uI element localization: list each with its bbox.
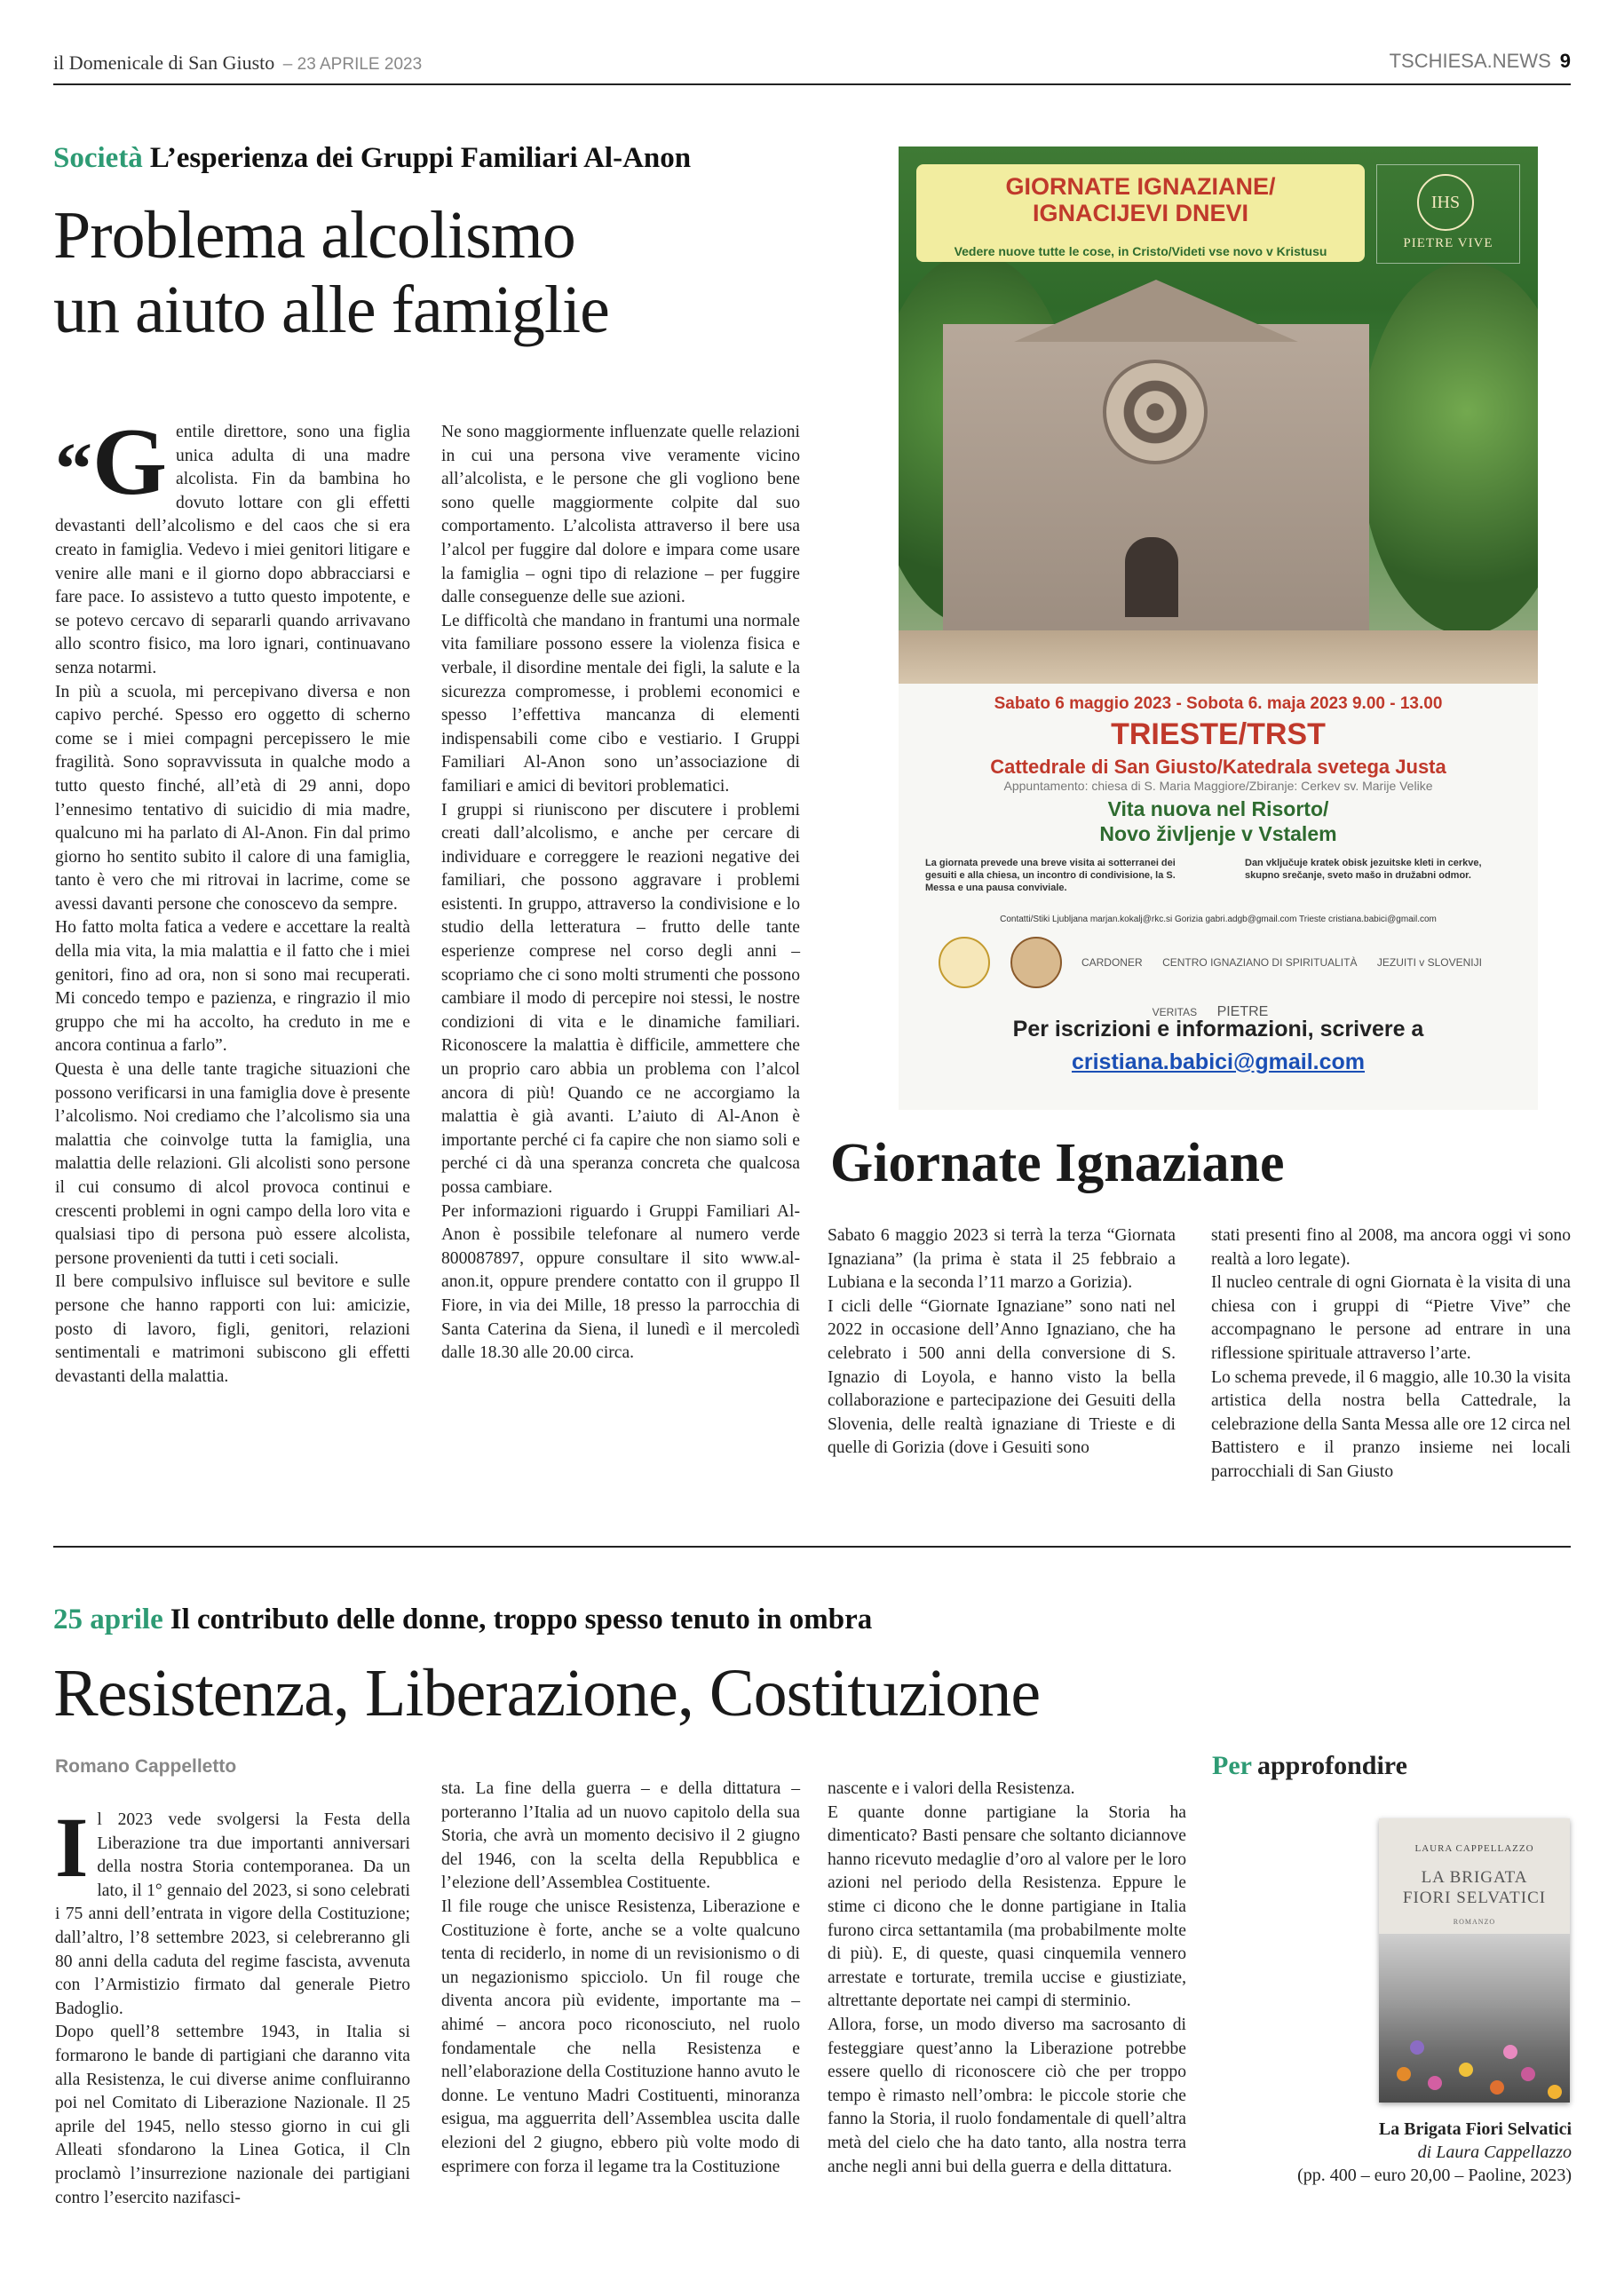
paragraph: In più a scuola, mi percepivano diversa e non capivo perché. Spesso ero oggetto di scherno come se i miei compagni percepissero le mie fragilità. Sono sopravvissuta in qualche modo a tutto questo finché, all’età di 29 anni, dopo l’ennesimo tentativo di suicidio di mia madre, qualcuno mi ha parlato di Al-Anon. Fin dal primo giorno ho sentito subito il calore di una famiglia, tanto è vero che mi ritrovai in lacrime, come se avessi davanti persone che conoscevo da sempre.: [55, 682, 410, 914]
flower-icon: [1521, 2067, 1535, 2081]
book-caption: [1243, 2118, 1572, 2187]
caption-author: di Laura Cappellazzo: [1417, 2142, 1572, 2162]
poster-contacts: Contatti/Stiki Ljubljana marjan.kokalj@rkc.si Gorizia gabri.adgb@gmail.com Trieste cristiana.babici@gmail.com: [1000, 915, 1437, 924]
event-theme-2: Novo življenje v Vstalem: [1099, 822, 1337, 845]
banner-title-2: IGNACIJEVI DNEVI: [1032, 200, 1249, 226]
author-byline: Romano Cappelletto: [55, 1756, 237, 1777]
caption-details: (pp. 400 – euro 20,00 – Paoline, 2023): [1297, 2166, 1572, 2185]
headline-line-2: un aiuto alle famiglie: [53, 273, 609, 347]
logo-jezuiti: JEZUITI v SLOVENIJI: [1376, 956, 1482, 969]
article3-column-2: [441, 1778, 800, 2179]
paragraph: I gruppi si riuniscono per discutere i problemi creati dall’alcolismo, e anche per cercare di individuare e correggere le reazioni negative dei familiari, che possono aggravare i problemi esistenti. In gruppo, attraverso la condivisione e lo studio della letteratura – frutto delle tante esperienze comprese nel corso degli anni – scopriamo che ci sono molti strumenti che possono cambiare il modo di percepire noi stessi, le nostre condizioni di vita e le dinamiche familiari. Riconoscere la malattia è difficile, ammettere che un proprio caro abbia un problema con l’alcol ancora di più! Quando ce ne accorgiamo la malattia è già avanti. L’aiuto di Al-Anon è importante perché ci fa capire che non siamo soli e perché ci dà una speranza concreta che qualcosa possa cambiare.: [441, 800, 800, 1197]
sidebar-kicker: approfondire: [1256, 1751, 1407, 1780]
event-venue: Cattedrale di San Giusto/Katedrala svetega Justa: [990, 756, 1446, 778]
drop-cap: I: [55, 1800, 89, 1895]
sidebar-heading: [1212, 1751, 1407, 1781]
ground: [899, 630, 1538, 684]
seal-logo-icon: [939, 937, 990, 988]
flower-icon: [1397, 2067, 1411, 2081]
sponsor-logos: [916, 937, 1520, 1019]
flower-icon: [1459, 2063, 1473, 2077]
logo-cardoner: CARDONER: [1081, 956, 1143, 969]
flower-icon: [1428, 2076, 1442, 2090]
description-sl: Dan vključuje kratek obisk jezuitske kleti in cerkve, skupno srečanje, sveto mašo in družabni odmor.: [1245, 858, 1482, 881]
paragraph: Il bere compulsivo influisce sul bevitore e sulle persone che hanno rapporti con lui: amicizie, posto di lavoro, figli, genitori, relazioni sentimentali e matrimoni subiscono gli effetti devastanti della malattia.: [55, 1272, 410, 1386]
paragraph: Sabato 6 maggio 2023 si terrà la terza “Giornata Ignaziana” (la prima è stata il 25 febbraio a Lubiana e la seconda l’11 marzo a Gorizia).: [828, 1226, 1176, 1293]
flower-icon: [1503, 2045, 1517, 2059]
paragraph: I cicli delle “Giornate Ignaziane” sono nati nel 2022 in occasione dell’Anno Ignaziano, che ha celebrato i 500 anni della conversione di S. Ignazio di Loyola, e hanno visto la bella collaborazione e partecipazione dei Gesuiti della Slovenia, delle realtà ignaziane di Trieste e di quelle di Gorizia (dove i Gesuiti sono: [828, 1296, 1176, 1458]
tree-right: [1360, 262, 1538, 635]
article1-column-1: [55, 409, 410, 1389]
article1-column-2: [441, 421, 800, 1366]
pietre-vive-label: PIETRE VIVE: [1403, 236, 1493, 250]
event-meeting-point: Appuntamento: chiesa di S. Maria Maggiore/Zbiranje: Cerkev sv. Marije Velike: [1003, 779, 1433, 793]
paragraph: Ho fatto molta fatica a vedere e accettare la realtà della mia vita, la mia malattia e il fatto che i miei genitori, fino ad ora, non si sono mai recuperati. Mi concedo tempo e pazienza, e ringrazio il mio gruppo che mi ha accolto, ha creduto in me e ancora continua a farlo”.: [55, 918, 410, 1056]
registration-text: Per iscrizioni e informazioni, scrivere a: [1012, 1017, 1424, 1041]
kicker-text: Il contributo delle donne, troppo spesso tenuto in ombra: [170, 1604, 873, 1635]
drop-cap-letter: G: [92, 409, 168, 515]
paper-title: il Domenicale di San Giusto: [53, 51, 275, 74]
logo-pietre: PIETRE: [1216, 1004, 1269, 1019]
paragraph: Il nucleo centrale di ogni Giornata è la visita di una chiesa con i gruppi di “Pietre Vive” che accompagnano le persone ad entrare in una riflessione spirituale attraverso l’arte.: [1211, 1273, 1571, 1363]
book-cover: [1379, 1818, 1570, 2103]
paragraph: [55, 409, 410, 681]
article2-column-2: [1211, 1224, 1571, 1485]
paragraph: [55, 1800, 410, 2021]
caption-title: La Brigata Fiori Selvatici: [1378, 2119, 1572, 2139]
ihs-icon: IHS: [1417, 174, 1474, 231]
poster-info: [899, 684, 1538, 1074]
paragraph: sta. La fine della guerra – e della dittatura – porteranno l’Italia ad un nuovo capitolo della sua Storia, che avrà un momento decisivo il 2 giugno del 1946, con la scelta della Repubblica e l’elezione dell’Assemblea Costituente.: [441, 1779, 800, 1893]
paragraph: Il file rouge che unisce Resistenza, Liberazione e Costituzione è forte, anche se a volte qualcuno tenta di reciderlo, in nome di un revisionismo o di un negazionismo spicciolo. Un fil rouge che diventa ancora più evidente, importante ma – ahimé – ancora poco riconosciuto, nel ruolo fondamentale che nella Resistenza e nell’elaborazione della Costituzione hanno avuto le donne. Le ventuno Madri Costituenti, minoranza esigua, ma agguerrita dell’Assemblea uscita dalle elezioni del 2 giugno, ebbero più volte modo di esprimere con forza il legame tra la Costituzione: [441, 1897, 800, 2176]
kicker-text: L’esperienza dei Gruppi Familiari Al-Anon: [149, 142, 692, 174]
article2-headline: Giornate Ignaziane: [830, 1133, 1285, 1193]
article3-headline: Resistenza, Liberazione, Costituzione: [53, 1656, 1041, 1730]
quote-mark: “: [55, 428, 92, 511]
issue-date: – 23 APRILE 2023: [282, 55, 423, 74]
flower-icon: [1410, 2040, 1424, 2055]
poster-banner: [916, 164, 1365, 262]
book-title-line-1: LA BRIGATA: [1421, 1868, 1528, 1887]
registration-email-link[interactable]: cristiana.babici@gmail.com: [1071, 1049, 1366, 1074]
event-theme-1: Vita nuova nel Risorto/: [1107, 797, 1329, 820]
cathedral-roof: [1014, 280, 1298, 342]
flower-icon: [1548, 2085, 1562, 2099]
article1-headline: [53, 198, 609, 347]
banner-title-1: GIORNATE IGNAZIANE/: [1005, 173, 1276, 200]
article3-column-1: [55, 1800, 410, 2210]
site-page: [1390, 50, 1571, 73]
article3-kicker: [53, 1604, 872, 1636]
event-date: Sabato 6 maggio 2023 - Sobota 6. maja 2023 9.00 - 13.00: [994, 694, 1443, 713]
event-city: TRIESTE/TRST: [1111, 717, 1326, 751]
book-cover-genre: ROMANZO: [1453, 1918, 1496, 1926]
rose-window: [1103, 360, 1208, 464]
paragraph: Lo schema prevede, il 6 maggio, alle 10.30 la visita artistica della nostra bella Cattedrale, la celebrazione della Santa Messa alle ore 12 circa nel Battistero e il pranzo insieme nei locali parrocchiali di San Giusto: [1211, 1367, 1571, 1481]
event-poster: [899, 147, 1538, 1110]
logo-centro: CENTRO IGNAZIANO DI SPIRITUALITÀ: [1162, 956, 1358, 969]
site-link[interactable]: TSCHIESA.NEWS: [1389, 50, 1551, 72]
drop-cap: [55, 409, 168, 515]
book-cover-title: [1379, 1867, 1570, 1908]
flower-icon: [1490, 2080, 1504, 2095]
paragraph: stati presenti fino al 2008, ma ancora oggi vi sono realtà a loro legate).: [1211, 1226, 1571, 1269]
paragraph: Questa è una delle tante tragiche situazioni che possono verificarsi in una famiglia dove è presente l’alcolismo. Noi crediamo che l’alcolismo sia una malattia che coinvolge tutta la famiglia, una malattia delle relazioni. Gli alcolisti sono persone il cui consumo di alcol provoca continui e crescenti problemi in ogni campo della loro vita e qualsiasi tipo di persona può essere alcolista, persone provenienti da tutti i ceti sociali.: [55, 1060, 410, 1268]
book-cover-author: LAURA CAPPELLAZZO: [1414, 1843, 1534, 1854]
section-divider: [53, 1546, 1571, 1548]
sidebar-section: Per: [1212, 1751, 1252, 1780]
cathedral-door: [1125, 537, 1178, 617]
paragraph: Allora, forse, un modo diverso ma sacrosanto di festeggiare quest’anno la Liberazione potrebbe essere quello di riconoscere ciò che per troppo tempo è rimasto nell’ombra: le piccole storie che fanno la Storia, il ruolo fondamentale di quell’altra metà del cielo che ha dato tanto, alla nostra terra anche negli anni bui della guerra e della dittatura.: [828, 2015, 1186, 2176]
pietre-vive-logo: [1376, 164, 1520, 264]
paragraph: E quante donne partigiane la Storia ha dimenticato? Basti pensare che soltanto diciannove hanno ricevuto medaglie d’oro al valore per le loro azioni nel periodo della Resistenza. Eppure le stime ci dicono che le donne partigiane in Italia furono circa settantamila (ma probabilmente molte di più). E, di queste, quasi cinquemila vennero arrestate e torturate, tremila uccise e giustiziate, altrettante deportate nei campi di sterminio.: [828, 1802, 1186, 2011]
paragraph: Dopo quell’8 settembre 1943, in Italia si formarono le bande di partigiani che daranno vita alla Resistenza, le cui diverse anime confluiranno poi nel Comitato di Liberazione Nazionale. Il 25 aprile del 1945, nello stesso giorno in cui gli Alleati sfondarono la Linea Gotica, il Cln proclamò l’insurrezione nazionale dei partigiani contro l’esercito nazifasci-: [55, 2023, 410, 2207]
logo-veritas: VERITAS: [1152, 1006, 1198, 1018]
poster-photo-area: [899, 147, 1538, 684]
paragraph: Ne sono maggiormente influenzate quelle relazioni in cui una persona vive veramente vicino all’alcolista, e le persone che gli vogliono bene sono quelle maggiormente colpite dal suo comportamento. L’alcolista attraverso il bere usa l’alcol per fuggire dal dolore e impara come usare la famiglia – ogni tipo di relazione – per fuggire dalle conseguenze delle sue azioni.: [441, 423, 800, 607]
article3-column-3: [828, 1778, 1186, 2179]
page-number: 9: [1559, 50, 1571, 72]
paragraph: Per informazioni riguardo i Gruppi Familiari Al-Anon è possibile telefonare al numero verde 800087897, oppure consultare il sito www.al-anon.it, oppure prendere contatto con il gruppo Il Fiore, in via dei Mille, 18 presso la parrocchia di Santa Caterina da Siena, il lunedì e il mercoledì dalle 18.30 alle 20.00 circa.: [441, 1201, 800, 1363]
paragraph-text: entile direttore, sono una figlia unica adulta di una madre alcolista. Fin da bambina ho dovuto lottare con gli effetti devastanti dell’alcolismo e del caos che si era creato in famiglia. Vedevo i miei genitori litigare e venire alle mani e il giorno dopo abbracciarsi e fare pace. Io assistevo a tutto questo impotente, e se potevo cercavo di separarli quando arrivavano allo scontro fisico, ma loro ignari, continuavano senza notarmi.: [55, 423, 410, 677]
book-title-line-2: FIORI SELVATICI: [1402, 1889, 1547, 1907]
article2-column-1: [828, 1224, 1176, 1461]
book-cover-photo: [1379, 1934, 1570, 2103]
section-label: Società: [53, 142, 143, 174]
banner-subtitle: Vedere nuove tutte le cose, in Cristo/Videti vse novo v Kristusu: [954, 244, 1327, 258]
newspaper-name: [53, 51, 422, 75]
paragraph: nascente e i valori della Resistenza.: [828, 1779, 1075, 1798]
section-label: 25 aprile: [53, 1604, 163, 1635]
coin-logo-icon: [1010, 937, 1062, 988]
paragraph-text: l 2023 vede svolgersi la Festa della Liberazione tra due importanti anniversari della nostra Storia contemporanea. Da un lato, il 1° gennaio del 2023, si sono celebrati i 75 anni dell’entrata in vigore della Costituzione; dall’altro, l’8 settembre 2023, si celebreranno gli 80 anni della caduta del regime fascista, avvenuta con l’Armistizio firmato dal generale Pietro Badoglio.: [55, 1810, 410, 2018]
article1-kicker: [53, 142, 691, 175]
header-rule: [53, 83, 1571, 85]
description-it: La giornata prevede una breve visita ai sotterranei dei gesuiti e alla chiesa, un incontro di condivisione, la S. Messa e una pausa conviviale.: [925, 858, 1176, 893]
paragraph: Le difficoltà che mandano in frantumi una normale vita familiare possono essere la violenza fisica e verbale, il disordine mentale dei figli, la salute e la sicurezza compromesse, i problemi economici e spesso l’effettiva mancanza di elementi indispensabili come cibo e vestiario. I Gruppi Familiari Al-Anon sono un’associazione di familiari e amici di bevitori problematici.: [441, 611, 800, 796]
headline-line-1: Problema alcolismo: [53, 198, 575, 273]
